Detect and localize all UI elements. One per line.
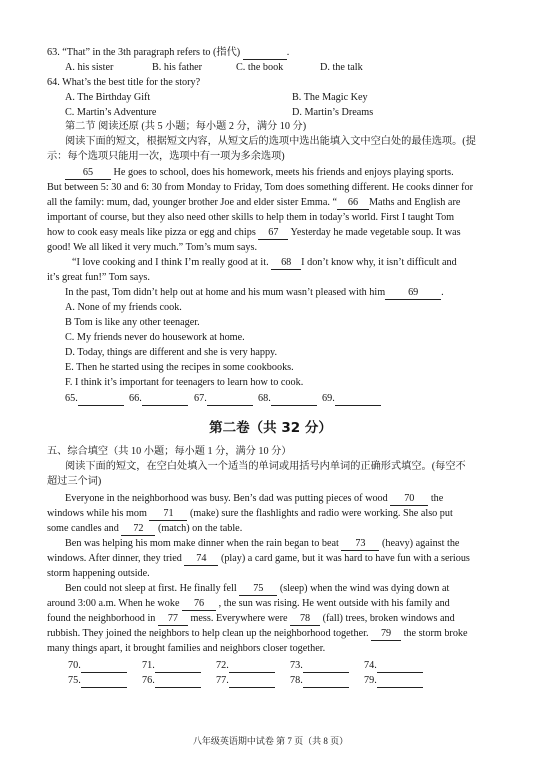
passage-text: found the neighborhood in: [47, 613, 158, 624]
passage-text: He goes to school, does his homework, meets his friends and enjoys playing sports.: [111, 167, 454, 178]
passage-text: windows. After dinner, they tried: [47, 553, 185, 564]
option-64-a: A. The Birthday Gift: [65, 92, 151, 103]
answer-blank[interactable]: [142, 393, 188, 406]
passage-line: [72, 256, 457, 270]
passage-line: [47, 226, 461, 240]
passage-text: some candles and: [47, 523, 122, 534]
part5-instruction-1: 阅读下面的短文，在空白处填入一个适当的单词或用括号内单词的正确形式填空。(每空不: [65, 461, 466, 472]
question-63-tail: .: [286, 47, 290, 58]
passage-text: how to cook easy meals like pizza or egg and chips: [47, 227, 259, 238]
blank-68[interactable]: 68: [271, 257, 301, 270]
passage-text: (fall) trees, broken windows and: [320, 613, 455, 624]
passage-line: [47, 196, 460, 210]
passage-line: [65, 286, 444, 300]
passage-line: [47, 627, 468, 641]
passage-text: around 3:00 a.m. When he woke: [47, 598, 183, 609]
answer-66[interactable]: [129, 392, 188, 406]
option-f: F. I think it’s important for teenagers to learn how to cook.: [65, 377, 304, 388]
answer-76[interactable]: [142, 674, 201, 688]
blank-72[interactable]: 72: [121, 523, 155, 536]
answer-label: 74.: [364, 660, 377, 671]
part5-heading: 五、综合填空（共 10 小题；每小题 1 分，满分 10 分）: [47, 446, 292, 457]
passage-line: [65, 492, 443, 506]
answer-blank[interactable]: [303, 675, 349, 688]
answer-blank[interactable]: [155, 675, 201, 688]
option-63-b: B. his father: [152, 62, 203, 73]
answer-71[interactable]: [142, 659, 201, 673]
answer-blank[interactable]: [303, 660, 349, 673]
option-d: D. Today, things are different and she is very happy.: [65, 347, 278, 358]
question-64-stem: 64. What’s the best title for the story?: [47, 77, 201, 88]
answer-label: 68.: [258, 393, 271, 404]
question-63-stem: 63. “That” in the 3th paragraph refers to (指代): [47, 47, 243, 58]
passage-line: [65, 166, 454, 180]
answer-67[interactable]: [194, 392, 253, 406]
option-63-a: A. his sister: [65, 62, 114, 73]
passage-text: , the sun was rising. He went outside with his family and: [216, 598, 450, 609]
passage-text: the storm broke: [401, 628, 468, 639]
passage-line: important of course, but they also need other skills to help them in today’s world. First I taught Tom: [47, 212, 455, 223]
option-e: E. Then he started using the recipes in some cookbooks.: [65, 362, 294, 373]
answer-73[interactable]: [290, 659, 349, 673]
passage-line: [47, 507, 453, 521]
answer-blank[interactable]: [377, 675, 423, 688]
answer-label: 66.: [129, 393, 142, 404]
blank-76[interactable]: 76: [182, 598, 216, 611]
answer-label: 69.: [322, 393, 335, 404]
answer-blank[interactable]: [335, 393, 381, 406]
answer-blank[interactable]: [377, 660, 423, 673]
passage-line: good! We all liked it very much.” Tom’s mum says.: [47, 242, 258, 253]
answer-79[interactable]: [364, 674, 423, 688]
passage-line: [47, 552, 470, 566]
answer-blank[interactable]: [271, 393, 317, 406]
passage-text: rubbish. They joined the neighbors to help clean up the neighborhood together.: [47, 628, 372, 639]
answer-blank[interactable]: [229, 660, 275, 673]
answer-label: 79.: [364, 675, 377, 686]
answer-blank[interactable]: [207, 393, 253, 406]
passage-text: Yesterday he made vegetable soup. It was: [288, 227, 461, 238]
part5-instruction-2: 超过三个词): [47, 476, 102, 487]
answer-72[interactable]: [216, 659, 275, 673]
passage-text: Everyone in the neighborhood was busy. Ben’s dad was putting pieces of wood: [65, 493, 391, 504]
answer-label: 73.: [290, 660, 303, 671]
passage-line: it’s great fun!” Tom says.: [47, 272, 150, 283]
part2-heading: 第二节 阅读还原 (共 5 小题；每小题 2 分，满分 10 分): [65, 121, 307, 132]
answer-label: 71.: [142, 660, 155, 671]
option-64-c: C. Martin’s Adventure: [65, 107, 157, 118]
blank-75[interactable]: 75: [239, 583, 277, 596]
passage-line: many things apart, it brought families and neighbors closer together.: [47, 643, 326, 654]
blank-77[interactable]: 77: [158, 613, 188, 626]
blank-67[interactable]: 67: [258, 227, 288, 240]
answer-65[interactable]: [65, 392, 124, 406]
blank-71[interactable]: 71: [149, 508, 187, 521]
passage-text: Ben could not sleep at first. He finally fell: [65, 583, 240, 594]
passage-text: (match) on the table.: [155, 523, 243, 534]
passage-text: .: [441, 287, 444, 298]
blank-65[interactable]: 65: [65, 167, 111, 180]
passage-text: (make) sure the flashlights and radio were working. She also put: [187, 508, 453, 519]
passage-line: [47, 522, 242, 536]
answer-blank[interactable]: [243, 47, 287, 60]
passage-line: [47, 597, 450, 611]
answer-label: 67.: [194, 393, 207, 404]
option-a: A. None of my friends cook.: [65, 302, 182, 313]
passage-text: Ben was helping his mom make dinner when the rain began to beat: [65, 538, 342, 549]
answer-69[interactable]: [322, 392, 381, 406]
passage-line: But between 5: 30 and 6: 30 from Monday to Friday, Tom does something different. He cooks dinner for: [47, 182, 474, 193]
answer-blank[interactable]: [81, 675, 127, 688]
passage-text: the: [428, 493, 444, 504]
passage-text: I don’t know why, it isn’t difficult and: [301, 257, 457, 268]
answer-68[interactable]: [258, 392, 317, 406]
blank-66[interactable]: 66: [337, 197, 369, 210]
blank-74[interactable]: 74: [184, 553, 218, 566]
answer-74[interactable]: [364, 659, 423, 673]
passage-text: mess. Everywhere were: [187, 613, 291, 624]
answer-label: 77.: [216, 675, 229, 686]
option-64-d: D. Martin’s Dreams: [292, 107, 374, 118]
passage-text: “I love cooking and I think I’m really good at it.: [72, 257, 272, 268]
answer-label: 75.: [68, 675, 81, 686]
part2-instruction-2: 示：每个选项只能用一次，选项中有一项为多余选项): [47, 151, 285, 162]
passage-text: Maths and English are: [368, 197, 461, 208]
option-b: B Tom is like any other teenager.: [65, 317, 200, 328]
passage-line: [65, 537, 459, 551]
passage-text: all the family: mum, dad, younger brother Joe and elder sister Emma. “: [47, 197, 337, 208]
blank-73[interactable]: 73: [341, 538, 379, 551]
part2-instruction-1: 阅读下面的短文，根据短文内容，从短文后的选项中选出能填入文中空白处的最佳选项。(提: [65, 136, 476, 147]
passage-text: (play) a card game, but it was hard to have fun with a serious: [218, 553, 470, 564]
passage-text: windows while his mom: [47, 508, 150, 519]
answer-label: 70.: [68, 660, 81, 671]
page-footer: 八年级英语期中试卷 第 7 页（共 8 页）: [192, 736, 349, 746]
option-63-d: D. the talk: [320, 62, 363, 73]
blank-78[interactable]: 78: [290, 613, 320, 626]
answer-blank[interactable]: [81, 660, 127, 673]
answer-label: 76.: [142, 675, 155, 686]
passage-text: In the past, Tom didn’t help out at home and his mum wasn’t pleased with him: [65, 287, 386, 298]
answer-label: 78.: [290, 675, 303, 686]
option-63-c: C. the book: [236, 62, 284, 73]
answer-label: 72.: [216, 660, 229, 671]
passage-text: (heavy) against the: [379, 538, 460, 549]
answer-blank[interactable]: [229, 675, 275, 688]
answer-label: 65.: [65, 393, 78, 404]
option-64-b: B. The Magic Key: [292, 92, 368, 103]
passage-line: storm happening outside.: [47, 568, 150, 579]
passage-line: [65, 582, 449, 596]
blank-69[interactable]: 69: [385, 287, 441, 300]
answer-78[interactable]: [290, 674, 349, 688]
answer-70[interactable]: [68, 659, 127, 673]
passage-text: (sleep) when the wind was dying down at: [277, 583, 450, 594]
answer-blank[interactable]: [155, 660, 201, 673]
answer-77[interactable]: [216, 674, 275, 688]
option-c: C. My friends never do housework at home.: [65, 332, 245, 343]
answer-blank[interactable]: [78, 393, 124, 406]
section-2-title: 第二卷（共 32 分）: [209, 420, 332, 436]
blank-70[interactable]: 70: [390, 493, 428, 506]
blank-79[interactable]: 79: [371, 628, 401, 641]
answer-75[interactable]: [68, 674, 127, 688]
question-63: [47, 46, 289, 60]
passage-line: [47, 612, 455, 626]
